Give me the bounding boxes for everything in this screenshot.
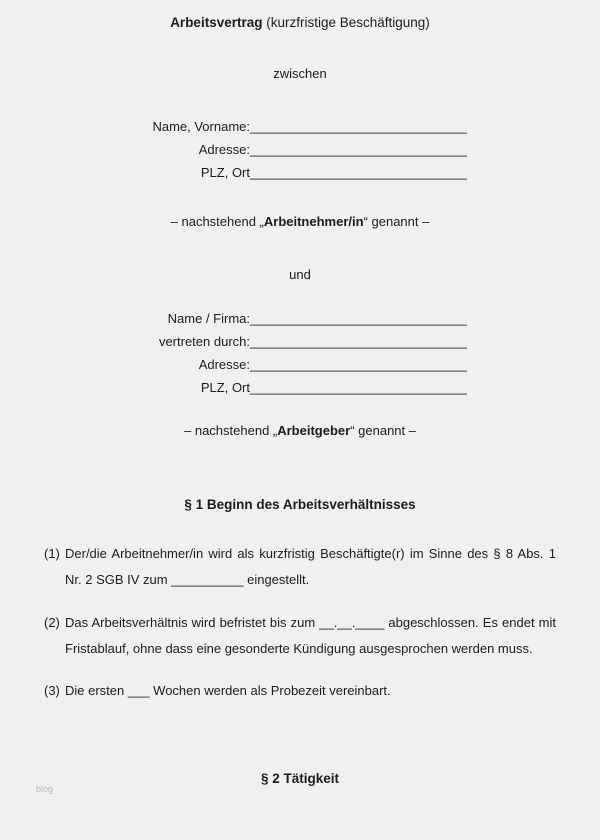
between-label: zwischen — [273, 66, 327, 81]
field-label: Name, Vorname: — [152, 119, 250, 134]
blank-line: ______________________________ — [250, 165, 467, 180]
blank-line: ______________________________ — [250, 380, 467, 395]
designation-term: Arbeitnehmer/in — [263, 214, 364, 229]
blank-line: ______________________________ — [250, 334, 467, 349]
employer-designation — [0, 423, 600, 438]
designation-term: Arbeitgeber — [277, 423, 351, 438]
and-label: und — [289, 267, 311, 282]
field-label: Name / Firma: — [167, 311, 250, 326]
title-subtitle: (kurzfristige Beschäftigung) — [262, 15, 430, 30]
blog-watermark: blog — [36, 784, 54, 794]
designation-post: “ genannt – — [363, 214, 430, 229]
document-title — [0, 0, 600, 30]
section-1-heading: § 1 Beginn des Arbeitsverhältnisses — [184, 497, 416, 512]
blank-line: ______________________________ — [250, 119, 467, 134]
field-row-employee-address — [100, 138, 600, 161]
paragraph-number: (2) — [44, 615, 60, 630]
paragraph-text: Das Arbeitsverhältnis wird befristet bis zum __.__.____ abgeschlossen. Es endet mit Fristablauf, ohne dass eine gesonderte Kündigung ausgesprochen werden muss. — [65, 615, 556, 656]
paragraph-number: (3) — [44, 683, 60, 698]
section-2-heading: § 2 Tätigkeit — [260, 771, 340, 786]
paragraph-2 — [44, 610, 556, 662]
field-label: vertreten durch: — [158, 334, 250, 349]
field-row-employee-name — [100, 115, 600, 138]
field-row-employer-city — [100, 376, 600, 399]
paragraph-number: (1) — [44, 546, 60, 561]
field-label: PLZ, Ort — [200, 165, 250, 180]
field-label: PLZ, Ort — [200, 380, 250, 395]
blank-line: ______________________________ — [250, 142, 467, 157]
field-label: Adresse: — [198, 142, 250, 157]
blank-line: ______________________________ — [250, 311, 467, 326]
paragraph-text: Die ersten ___ Wochen werden als Probezeit vereinbart. — [65, 683, 391, 698]
designation-pre: – nachstehend „ — [170, 214, 264, 229]
field-row-employer-representative — [100, 330, 600, 353]
paragraph-text: Der/die Arbeitnehmer/in wird als kurzfristig Beschäftigte(r) im Sinne des § 8 Abs. 1 Nr. 2 SGB IV zum __________ eingestellt. — [65, 546, 556, 587]
paragraph-1 — [44, 541, 556, 593]
employer-field-group — [100, 307, 600, 399]
field-row-employer-name — [100, 307, 600, 330]
designation-post: “ genannt – — [350, 423, 416, 438]
paragraph-3 — [44, 678, 556, 704]
designation-pre: – nachstehend „ — [184, 423, 278, 438]
field-row-employer-address — [100, 353, 600, 376]
employee-field-group — [100, 115, 600, 184]
field-row-employee-city — [100, 161, 600, 184]
field-label: Adresse: — [198, 357, 250, 372]
title-main: Arbeitsvertrag — [170, 15, 263, 30]
blank-line: ______________________________ — [250, 357, 467, 372]
employee-designation — [0, 214, 600, 229]
